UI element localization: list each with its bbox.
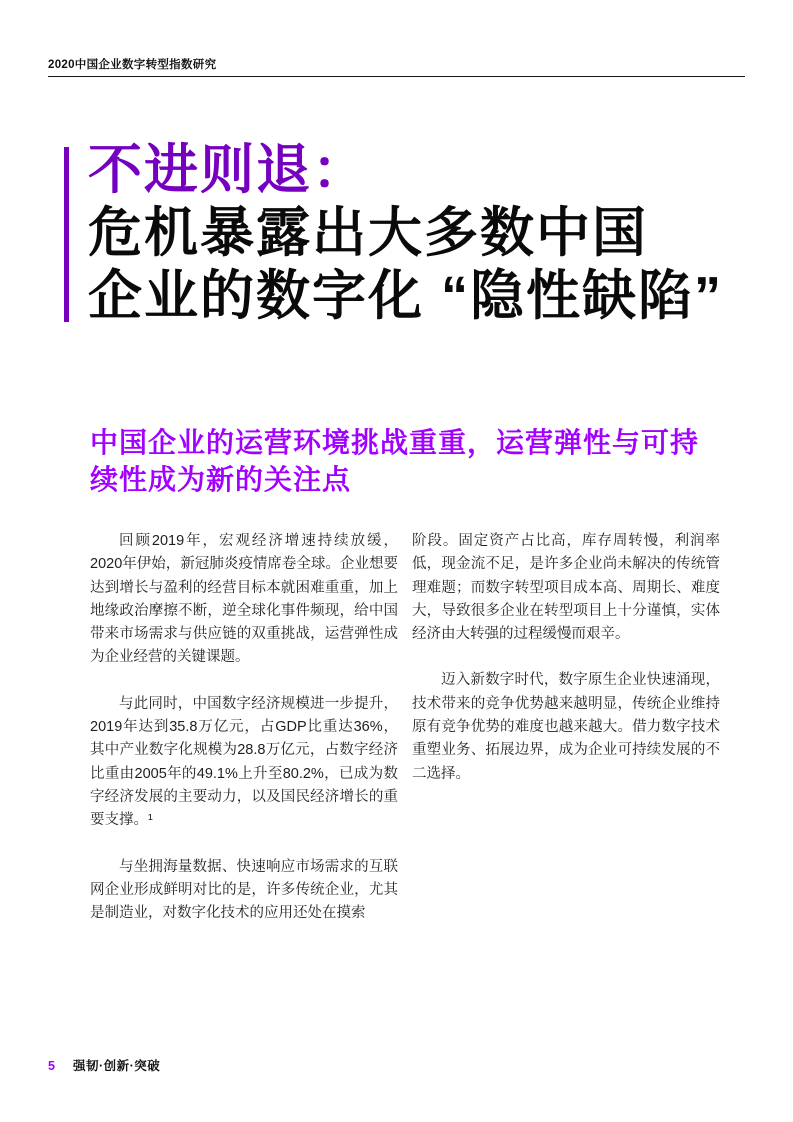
page-footer <box>48 1056 160 1074</box>
subheading-line-2: 续性成为新的关注点 <box>90 464 352 495</box>
title-block <box>64 139 723 328</box>
footer-tagline: 强韧·创新·突破 <box>72 1059 161 1073</box>
title-line-2: 危机暴露出大多数中国 <box>88 203 648 263</box>
title-line-1: 不进则退： <box>88 140 368 200</box>
title-accent-bar <box>64 147 69 322</box>
page-title <box>88 139 723 328</box>
paragraph-left-3: 与坐拥海量数据、快速响应市场需求的互联网企业形成鲜明对比的是，许多传统企业，尤其是制造业，对数字化技术的应用还处在摸索 <box>90 858 398 922</box>
body-columns <box>90 530 720 948</box>
paragraph-left-2: 与此同时，中国数字经济规模进一步提升，2019年达到35.8万亿元，占GDP比重达36%，其中产业数字化规模为28.8万亿元，占数字经济比重由2005年的49.1%上升至80.2%，已成为数字经济发展的主要动力，以及国民经济增长的重要支撑。¹ <box>90 695 398 829</box>
title-line-3: 企业的数字化 “隐性缺陷” <box>88 266 724 326</box>
paragraph-right-2: 迈入新数字时代，数字原生企业快速涌现，技术带来的竞争优势越来越明显，传统企业维持原有竞争优势的难度也越来越大。借力数字技术重塑业务、拓展边界，成为企业可持续发展的不二选择。 <box>412 672 720 782</box>
section-subheading <box>90 424 740 498</box>
left-column <box>90 530 398 948</box>
right-column <box>412 530 720 948</box>
running-header: 2020中国企业数字转型指数研究 <box>48 59 217 71</box>
page-number: 5 <box>48 1059 55 1073</box>
paragraph-right-1: 阶段。固定资产占比高，库存周转慢，利润率低，现金流不足，是许多企业尚未解决的传统管理难题；而数字转型项目成本高、周期长、难度大，导致很多企业在转型项目上十分谨慎，实体经济由大转强的过程缓慢而艰辛。 <box>412 533 720 643</box>
paragraph-left-1: 回顾2019年，宏观经济增速持续放缓，2020年伊始，新冠肺炎疫情席卷全球。企业想要达到增长与盈利的经营目标本就困难重重，加上地缘政治摩擦不断，逆全球化事件频现，给中国带来市场需求与供应链的双重挑战，运营弹性成为企业经营的关键课题。 <box>90 533 398 666</box>
header-divider <box>48 76 745 77</box>
subheading-line-1: 中国企业的运营环境挑战重重，运营弹性与可持 <box>90 427 700 458</box>
